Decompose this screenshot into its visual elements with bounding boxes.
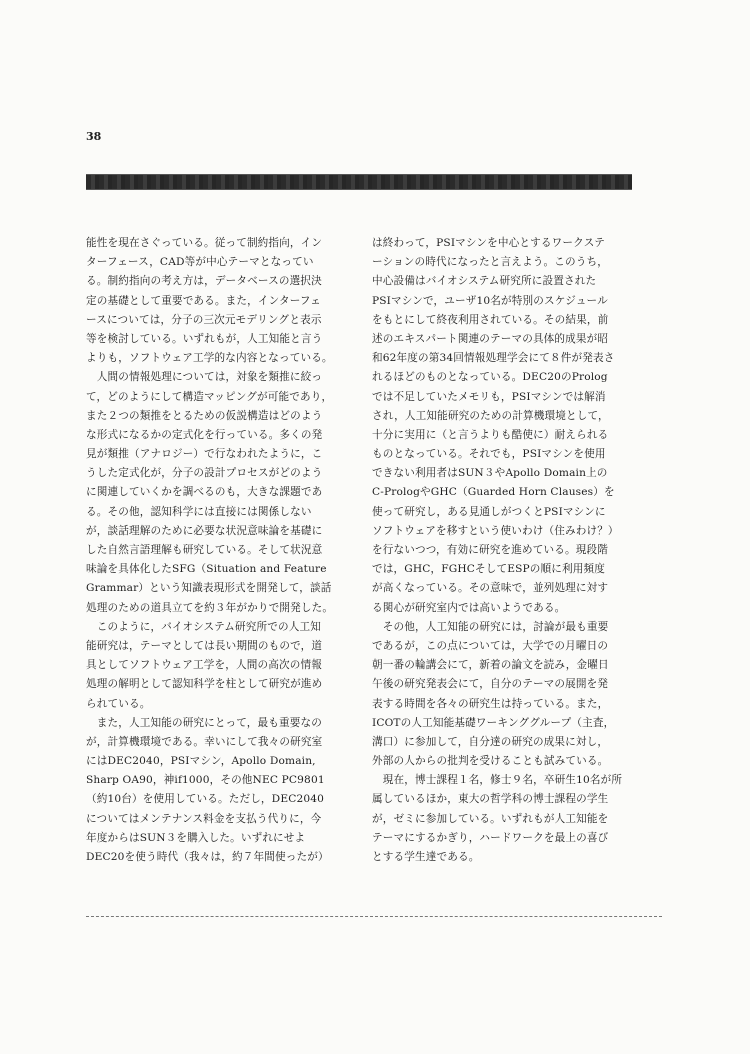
left-column: [86, 234, 348, 867]
text-line: 現在，博士課程１名，修士９名，卒研生10名が所: [372, 774, 623, 787]
text-line: 十分に実用に（と言うよりも酷使に）耐えられる: [372, 428, 609, 441]
text-line: であるが，この点については，大学での月曜日の: [372, 639, 609, 652]
right-column: [372, 234, 634, 867]
text-line: 外部の人からの批判を受けることも試みている。: [372, 755, 609, 768]
text-line: 定の基礎として重要である。また，インターフェ: [86, 294, 321, 307]
text-line: 属しているほか，東大の哲学科の博士課程の学生: [372, 793, 609, 806]
text-line: Sharp OA90，神if1000，その他NEC PC9801: [86, 774, 325, 787]
text-line: では不足していたメモリも，PSIマシンでは解消: [372, 390, 606, 403]
text-line: についてはメンテナンス料金を支払う代りに，今: [86, 812, 322, 825]
footer-rule: [86, 916, 662, 917]
text-line: れるほどのものとなっている。DEC20のProlog: [372, 371, 608, 384]
text-line: 人間の情報処理については，対象を類推に絞っ: [86, 371, 323, 384]
text-line: られている。: [86, 697, 151, 710]
text-line: る。その他，認知科学には直接には関係しない: [86, 505, 312, 518]
text-line: 味論を具体化したSFG（Situation and Feature: [86, 563, 327, 576]
text-line: は終わって，PSIマシンを中心とするワークステ: [372, 237, 605, 249]
text-line: ースについては，分子の三次元モデリングと表示: [86, 313, 322, 326]
text-line: Grammar）という知識表現形式を開発して，談話: [86, 582, 332, 595]
text-line: 能研究は，テーマとしては長い期間のもので，道: [86, 639, 323, 652]
text-line: る関心が研究室内では高いようである。: [372, 601, 566, 614]
page-number: 38: [86, 130, 102, 143]
text-line: テーマにするかぎり，ハードワークを最上の喜び: [372, 831, 609, 844]
text-line: 述のエキスパート関連のテーマの具体的成果が昭: [372, 332, 609, 345]
text-line: に関連していくかを調べるのも，大きな課題であ: [86, 486, 323, 499]
text-line: 年度からはSUN３を購入した。いずれにせよ: [86, 831, 306, 844]
text-line: 具としてソフトウェア工学を，人間の高次の情報: [86, 659, 322, 672]
text-line: 見が類推（アナロジー）で行なわれたように，こ: [86, 448, 323, 461]
text-line: が，談話理解のために必要な状況意味論を基礎に: [86, 524, 323, 537]
text-line: その他，人工知能の研究には，討論が最も重要: [372, 620, 609, 633]
text-line: とする学生達である。: [372, 851, 480, 863]
text-line: 能性を現在さぐっている。従って制約指向，イン: [86, 237, 323, 249]
text-line: な形式になるかの定式化を行っている。多くの発: [86, 428, 323, 441]
text-line: C-PrologやGHC（Guarded Horn Clauses）を: [372, 486, 615, 499]
text-line: また２つの類推をとるための仮説構造はどのよう: [86, 409, 323, 422]
text-line: した自然言語理解も研究している。そして状況意: [86, 544, 323, 556]
text-line: 処理のための道具立てを約３年がかりで開発した。: [86, 601, 334, 614]
text-line: このように，バイオシステム研究所での人工知: [86, 620, 321, 633]
text-line: ソフトウェアを移すという使いわけ（住みわけ？）: [372, 524, 619, 537]
text-line: る。制約指向の考え方は，データベースの選択決: [86, 275, 322, 288]
text-line: PSIマシンで，ユーザ10名が特別のスケジュール: [372, 294, 608, 307]
text-line: （約10台）を使用している。ただし，DEC2040: [86, 793, 325, 806]
text-line: では，GHC，FGHCそしてESPの順に利用頻度: [372, 563, 605, 576]
header-bar: [86, 174, 632, 190]
text-line: され，人工知能研究のための計算機環境として，: [372, 409, 609, 422]
text-line: が，ゼミに参加している。いずれもが人工知能を: [372, 812, 609, 825]
text-line: をもとにして終夜利用されている。その結果，前: [372, 313, 609, 326]
text-line: よりも，ソフトウェア工学的な内容となっている。: [86, 352, 333, 365]
text-line: 溝口）に参加して，自分達の研究の成果に対し，: [372, 735, 609, 748]
text-line: 等を検討している。いずれもが，人工知能と言う: [86, 332, 323, 345]
text-line: 中心設備はバイオシステム研究所に設置された: [372, 275, 597, 288]
text-line: 処理の解明として認知科学を柱として研究が進め: [86, 678, 323, 691]
text-line: を行ないつつ，有効に研究を進めている。現段階: [372, 544, 608, 556]
text-line: が高くなっている。その意味で，並列処理に対す: [372, 582, 609, 595]
text-line: できない利用者はSUN３やApollo Domain上の: [372, 467, 608, 480]
text-line: 朝一番の輪講会にて，新着の論文を読み，金曜日: [372, 659, 609, 672]
text-line: ーションの時代になったと言えよう。このうち，: [372, 256, 608, 269]
text-line: ICOTの人工知能基礎ワーキンググループ（主査，: [372, 716, 615, 729]
text-line: うした定式化が，分子の設計プロセスがどのよう: [86, 467, 323, 480]
text-line: 表する時間を各々の研究生は持っている。また，: [372, 697, 609, 710]
text-line: 和62年度の第34回情報処理学会にて８件が発表さ: [372, 352, 615, 365]
text-line: ものとなっている。それでも，PSIマシンを使用: [372, 448, 606, 461]
text-line: が，計算機環境である。幸いにして我々の研究室: [86, 735, 323, 748]
text-line: DEC20を使う時代（我々は，約７年間使ったが）: [86, 851, 329, 863]
text-line: 使って研究し，ある見通しがつくとPSIマシンに: [372, 505, 606, 518]
text-line: て，どのようにして構造マッピングが可能であり，: [86, 390, 333, 403]
text-line: にはDEC2040，PSIマシン，Apollo Domain,: [86, 755, 316, 768]
text-line: また，人工知能の研究にとって，最も重要なの: [86, 716, 322, 729]
text-line: 午後の研究発表会にて，自分のテーマの展開を発: [372, 678, 609, 691]
text-line: ターフェース，CAD等が中心テーマとなってい: [86, 256, 314, 269]
